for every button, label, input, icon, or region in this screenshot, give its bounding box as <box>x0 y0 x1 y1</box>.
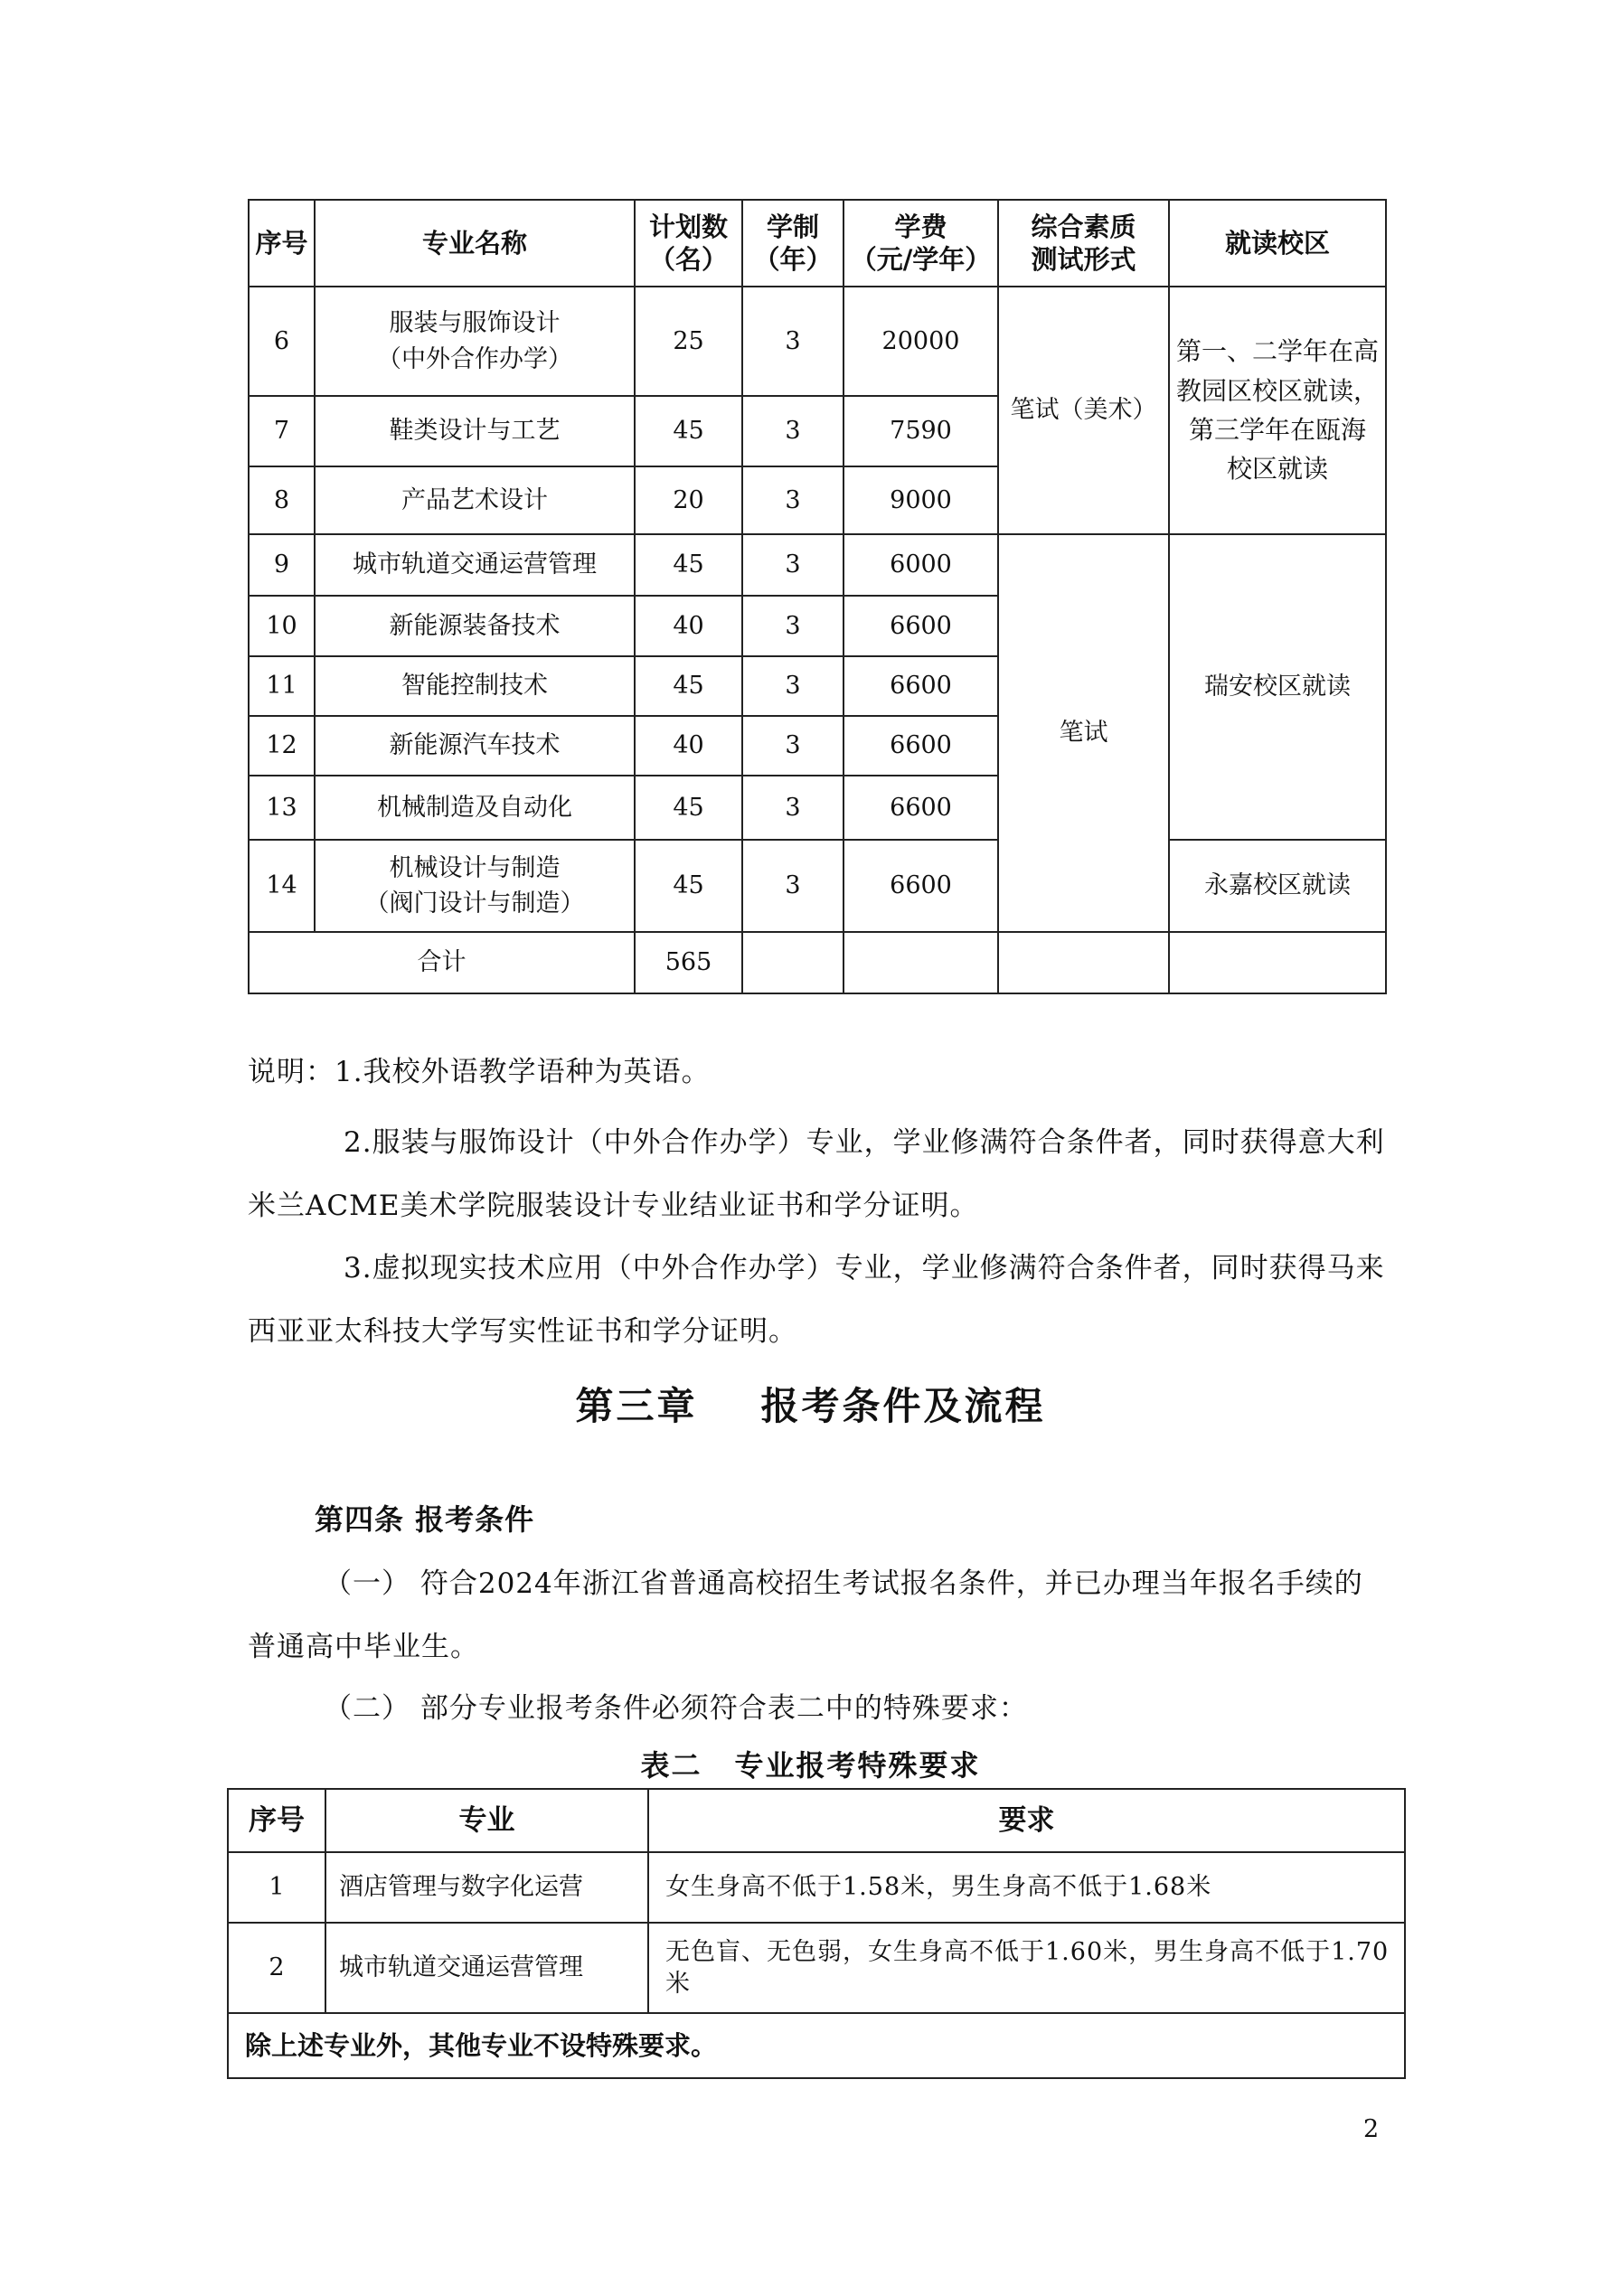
row-years: 3 <box>742 287 843 396</box>
row-years: 3 <box>742 466 843 534</box>
row-years: 3 <box>742 716 843 776</box>
note-3: 3.虚拟现实技术应用（中外合作办学）专业，学业修满符合条件者，同时获得马来西亚亚太科技大学写实性证书和学分证明。 <box>248 1252 1385 1348</box>
row-plan: 25 <box>635 287 742 396</box>
row-seq: 12 <box>249 716 315 776</box>
header-major: 专业名称 <box>315 200 635 287</box>
table-header-row <box>228 1789 1405 1852</box>
row-plan: 45 <box>635 534 742 596</box>
test-form-art: 笔试（美术） <box>998 287 1169 534</box>
row-major: 新能源装备技术 <box>315 596 635 656</box>
table-total-row <box>249 932 1386 993</box>
row-major: 城市轨道交通运营管理 <box>315 534 635 596</box>
row-seq: 2 <box>228 1923 325 2013</box>
chapter-heading <box>0 1377 1621 1431</box>
campus-yongjia: 永嘉校区就读 <box>1169 840 1386 932</box>
header-major: 专业 <box>325 1789 648 1852</box>
row-major: 智能控制技术 <box>315 656 635 716</box>
row-seq: 9 <box>249 534 315 596</box>
row-plan: 45 <box>635 776 742 840</box>
row-seq: 1 <box>228 1852 325 1923</box>
clause-2: （二） 部分专业报考条件必须符合表二中的特殊要求： <box>324 1692 1028 1725</box>
article-heading: 第四条 报考条件 <box>315 1502 535 1537</box>
row-seq: 8 <box>249 466 315 534</box>
row-seq: 10 <box>249 596 315 656</box>
header-test-form: 综合素质 测试形式 <box>998 200 1169 287</box>
campus-ruian: 瑞安校区就读 <box>1169 534 1386 840</box>
header-requirement: 要求 <box>648 1789 1405 1852</box>
table2-caption-title: 专业报考特殊要求 <box>734 1748 981 1783</box>
note-1: 说明：1.我校外语教学语种为英语。 <box>248 1056 711 1088</box>
row-major: 服装与服饰设计 （中外合作办学） <box>315 287 635 396</box>
row-fee: 6600 <box>843 776 998 840</box>
table-row <box>249 840 1386 932</box>
row-fee: 6000 <box>843 534 998 596</box>
chapter-number: 第三章 <box>575 1384 698 1428</box>
row-years: 3 <box>742 840 843 932</box>
row-plan: 20 <box>635 466 742 534</box>
table-footer-row <box>228 2013 1405 2078</box>
test-form-written: 笔试 <box>998 534 1169 932</box>
header-seq: 序号 <box>228 1789 325 1852</box>
row-seq: 6 <box>249 287 315 396</box>
row-plan: 45 <box>635 840 742 932</box>
row-major: 机械制造及自动化 <box>315 776 635 840</box>
table2-footer-note: 除上述专业外，其他专业不设特殊要求。 <box>228 2013 1405 2078</box>
row-requirement: 女生身高不低于1.58米，男生身高不低于1.68米 <box>648 1852 1405 1923</box>
header-fee: 学费 （元/学年） <box>843 200 998 287</box>
row-fee: 9000 <box>843 466 998 534</box>
table-row <box>249 287 1386 396</box>
row-major: 新能源汽车技术 <box>315 716 635 776</box>
row-major: 酒店管理与数字化运营 <box>325 1852 648 1923</box>
table-row <box>228 1923 1405 2013</box>
enrollment-plan-table <box>248 199 1387 994</box>
row-plan: 40 <box>635 716 742 776</box>
header-years: 学制 （年） <box>742 200 843 287</box>
campus-gaojiao-ouhai: 第一、二学年在高 教园区校区就读， 第三学年在瓯海 校区就读 <box>1169 287 1386 534</box>
header-plan: 计划数 （名） <box>635 200 742 287</box>
table-row <box>228 1852 1405 1923</box>
row-plan: 40 <box>635 596 742 656</box>
table2-caption-label: 表二 <box>640 1748 702 1783</box>
row-major: 鞋类设计与工艺 <box>315 396 635 466</box>
total-value: 565 <box>635 932 742 993</box>
row-plan: 45 <box>635 396 742 466</box>
row-years: 3 <box>742 534 843 596</box>
row-fee: 6600 <box>843 596 998 656</box>
header-seq: 序号 <box>249 200 315 287</box>
row-fee: 6600 <box>843 716 998 776</box>
chapter-title: 报考条件及流程 <box>760 1384 1046 1428</box>
row-years: 3 <box>742 776 843 840</box>
total-label: 合计 <box>249 932 635 993</box>
page-number: 2 <box>1363 2115 1380 2143</box>
row-fee: 6600 <box>843 840 998 932</box>
special-requirements-table <box>227 1788 1406 2079</box>
row-seq: 11 <box>249 656 315 716</box>
row-fee: 7590 <box>843 396 998 466</box>
row-requirement: 无色盲、无色弱，女生身高不低于1.60米，男生身高不低于1.70米 <box>648 1923 1405 2013</box>
header-campus: 就读校区 <box>1169 200 1386 287</box>
table2-caption <box>0 1743 1621 1784</box>
clause-1: （一） 符合2024年浙江省普通高校招生考试报名条件，并已办理当年报名手续的普通高中毕业生。 <box>248 1567 1363 1663</box>
row-major: 机械设计与制造 （阀门设计与制造） <box>315 840 635 932</box>
row-years: 3 <box>742 396 843 466</box>
row-major: 产品艺术设计 <box>315 466 635 534</box>
row-seq: 7 <box>249 396 315 466</box>
row-plan: 45 <box>635 656 742 716</box>
row-seq: 13 <box>249 776 315 840</box>
row-seq: 14 <box>249 840 315 932</box>
row-major: 城市轨道交通运营管理 <box>325 1923 648 2013</box>
row-years: 3 <box>742 656 843 716</box>
row-years: 3 <box>742 596 843 656</box>
table-header-row <box>249 200 1386 287</box>
row-fee: 6600 <box>843 656 998 716</box>
table-row <box>249 534 1386 596</box>
note-2: 2.服装与服饰设计（中外合作办学）专业，学业修满符合条件者，同时获得意大利米兰ACME美术学院服装设计专业结业证书和学分证明。 <box>248 1126 1385 1222</box>
row-fee: 20000 <box>843 287 998 396</box>
